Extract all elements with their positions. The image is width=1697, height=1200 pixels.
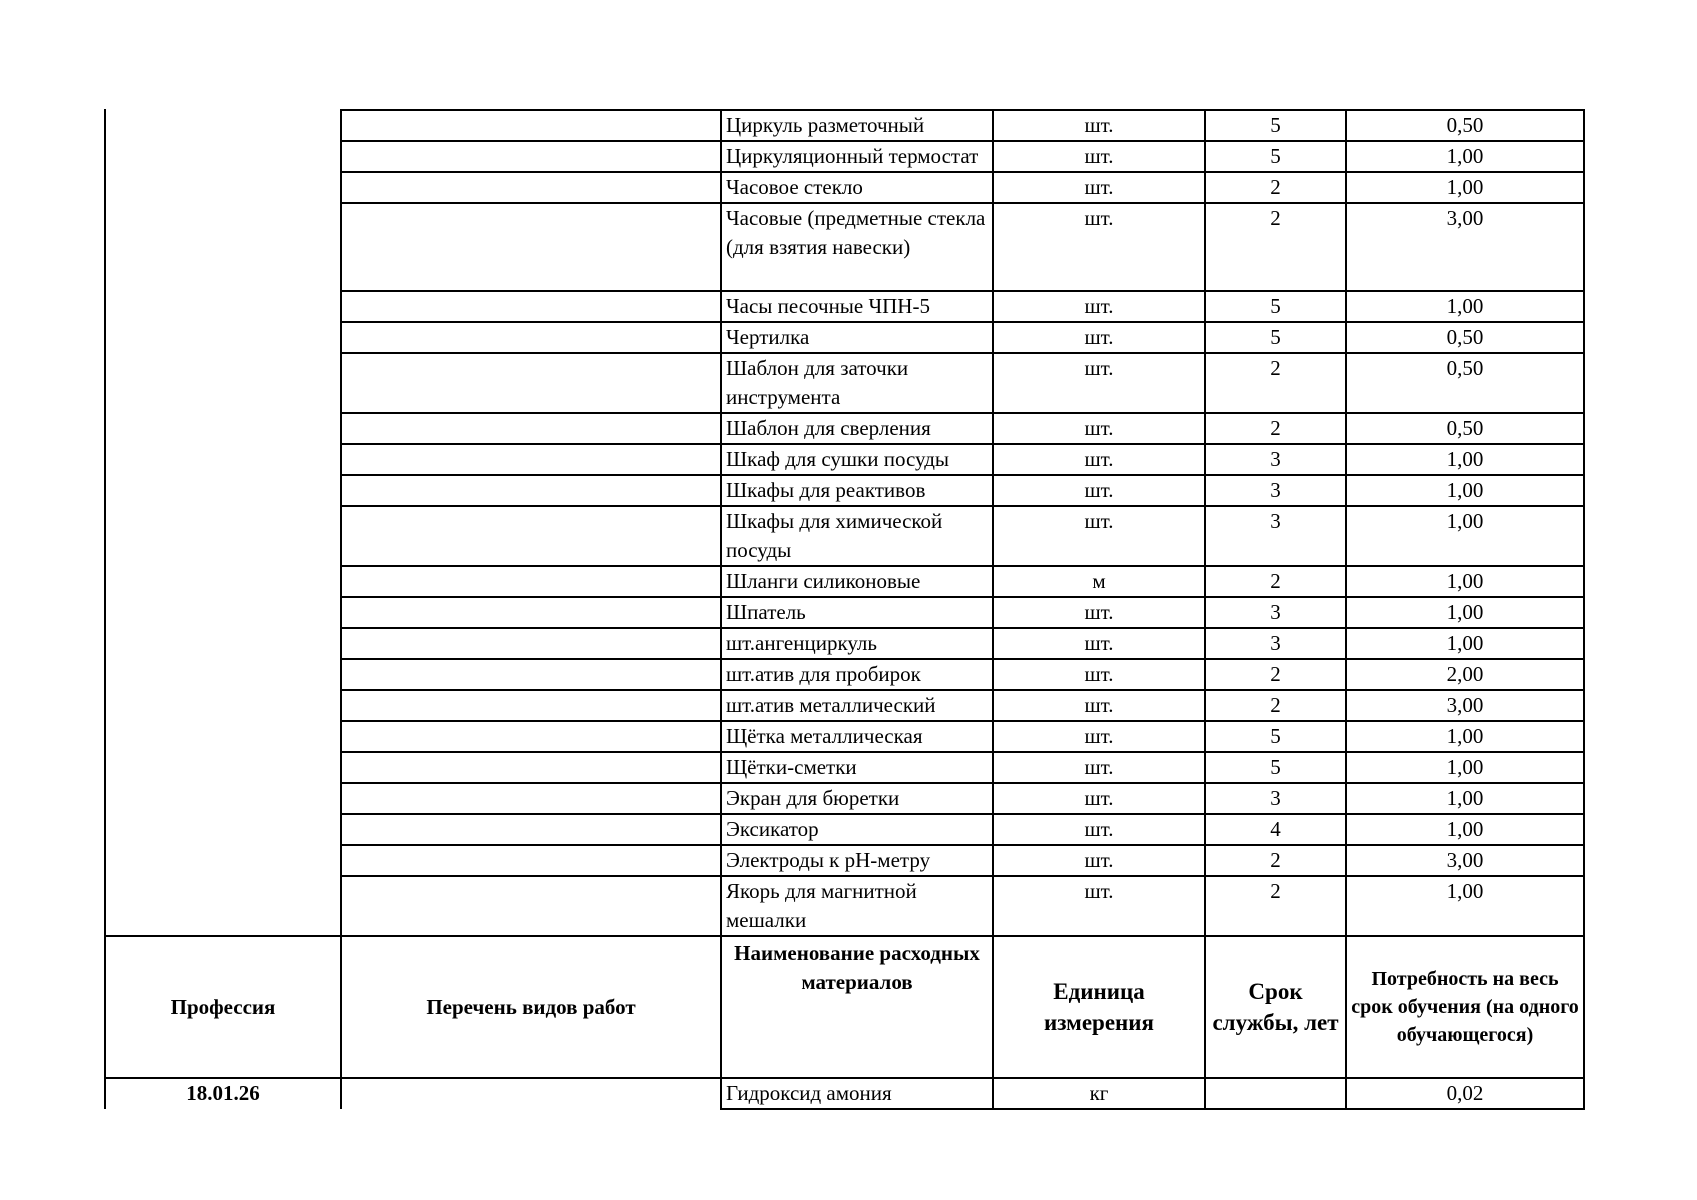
- item-need: 1,00: [1346, 475, 1584, 506]
- item-unit: шт.: [993, 690, 1205, 721]
- profession-cell: [105, 814, 341, 845]
- item-life: 3: [1205, 506, 1346, 566]
- material-name: Гидроксид амония: [721, 1078, 993, 1109]
- profession-cell: [105, 628, 341, 659]
- works-cell: [341, 506, 721, 566]
- works-cell: [341, 690, 721, 721]
- header-life: Срок службы, лет: [1205, 936, 1346, 1078]
- item-need: 1,00: [1346, 814, 1584, 845]
- material-life: [1205, 1078, 1346, 1109]
- profession-cell: [105, 444, 341, 475]
- table-row: [105, 353, 1584, 413]
- table-row: [105, 876, 1584, 936]
- table-row: [105, 566, 1584, 597]
- item-unit: шт.: [993, 876, 1205, 936]
- item-life: 3: [1205, 444, 1346, 475]
- profession-cell: [105, 291, 341, 322]
- item-unit: шт.: [993, 506, 1205, 566]
- table-row: [105, 597, 1584, 628]
- material-need: 0,02: [1346, 1078, 1584, 1109]
- item-unit: шт.: [993, 783, 1205, 814]
- item-need: 1,00: [1346, 876, 1584, 936]
- item-unit: шт.: [993, 141, 1205, 172]
- item-unit: м: [993, 566, 1205, 597]
- profession-cell: [105, 659, 341, 690]
- item-unit: шт.: [993, 203, 1205, 291]
- works-cell: [341, 353, 721, 413]
- item-unit: шт.: [993, 721, 1205, 752]
- item-need: 0,50: [1346, 322, 1584, 353]
- table-row: [105, 110, 1584, 141]
- table-row: [105, 506, 1584, 566]
- profession-cell: [105, 141, 341, 172]
- works-cell: [341, 597, 721, 628]
- item-need: 1,00: [1346, 566, 1584, 597]
- table-row: [105, 172, 1584, 203]
- works-cell: [341, 628, 721, 659]
- item-life: 2: [1205, 413, 1346, 444]
- header-works: Перечень видов работ: [341, 936, 721, 1078]
- profession-cell: [105, 690, 341, 721]
- item-life: 2: [1205, 845, 1346, 876]
- table-row: [105, 322, 1584, 353]
- item-life: 5: [1205, 322, 1346, 353]
- table-row: [105, 783, 1584, 814]
- item-name: Часы песочные ЧПН-5: [721, 291, 993, 322]
- item-name: Щётка металлическая: [721, 721, 993, 752]
- item-need: 1,00: [1346, 752, 1584, 783]
- equipment-rows: [105, 110, 1584, 936]
- material-unit: кг: [993, 1078, 1205, 1109]
- item-name: Якорь для магнитной мешалки: [721, 876, 993, 936]
- item-need: 1,00: [1346, 783, 1584, 814]
- item-name: Шкафы для химической посуды: [721, 506, 993, 566]
- item-name: Экран для бюретки: [721, 783, 993, 814]
- table-header-row: [105, 936, 1584, 1078]
- works-cell: [341, 203, 721, 291]
- table-row: [105, 628, 1584, 659]
- table-row: [105, 413, 1584, 444]
- item-life: 4: [1205, 814, 1346, 845]
- table-row: [105, 141, 1584, 172]
- works-cell: [341, 814, 721, 845]
- works-cell: [341, 845, 721, 876]
- item-unit: шт.: [993, 353, 1205, 413]
- item-name: шт.ангенциркуль: [721, 628, 993, 659]
- item-life: 3: [1205, 783, 1346, 814]
- profession-cell: [105, 721, 341, 752]
- works-cell: [341, 659, 721, 690]
- materials-table: [104, 109, 1585, 1110]
- item-name: Циркуляционный термостат: [721, 141, 993, 172]
- table-row: [105, 752, 1584, 783]
- header-materials: Наименование расходных материалов: [721, 936, 993, 1078]
- works-cell: [341, 1078, 721, 1109]
- item-life: 3: [1205, 628, 1346, 659]
- profession-cell: [105, 566, 341, 597]
- item-unit: шт.: [993, 322, 1205, 353]
- profession-cell: [105, 475, 341, 506]
- item-name: Шкаф для сушки посуды: [721, 444, 993, 475]
- item-unit: шт.: [993, 413, 1205, 444]
- item-need: 3,00: [1346, 845, 1584, 876]
- item-unit: шт.: [993, 475, 1205, 506]
- table-row: [105, 721, 1584, 752]
- works-cell: [341, 783, 721, 814]
- item-need: 0,50: [1346, 413, 1584, 444]
- item-need: 2,00: [1346, 659, 1584, 690]
- item-name: Часовое стекло: [721, 172, 993, 203]
- item-life: 2: [1205, 353, 1346, 413]
- item-need: 1,00: [1346, 444, 1584, 475]
- item-need: 1,00: [1346, 172, 1584, 203]
- item-need: 1,00: [1346, 597, 1584, 628]
- item-life: 2: [1205, 566, 1346, 597]
- works-cell: [341, 172, 721, 203]
- item-name: Шаблон для заточки инструмента: [721, 353, 993, 413]
- header-profession: Профессия: [105, 936, 341, 1078]
- item-name: Часовые (предметные стекла (для взятия навески): [721, 203, 993, 291]
- header-need: Потребность на весь срок обучения (на одного обучающегося): [1346, 936, 1584, 1078]
- profession-cell: [105, 203, 341, 291]
- works-cell: [341, 413, 721, 444]
- item-unit: шт.: [993, 659, 1205, 690]
- item-unit: шт.: [993, 291, 1205, 322]
- item-unit: шт.: [993, 628, 1205, 659]
- works-cell: [341, 566, 721, 597]
- table-row: [105, 291, 1584, 322]
- item-name: Чертилка: [721, 322, 993, 353]
- item-life: 3: [1205, 475, 1346, 506]
- item-need: 0,50: [1346, 353, 1584, 413]
- item-life: 2: [1205, 203, 1346, 291]
- item-life: 2: [1205, 690, 1346, 721]
- item-unit: шт.: [993, 597, 1205, 628]
- item-need: 0,50: [1346, 110, 1584, 141]
- item-life: 3: [1205, 597, 1346, 628]
- profession-cell: [105, 413, 341, 444]
- item-unit: шт.: [993, 845, 1205, 876]
- works-cell: [341, 322, 721, 353]
- works-cell: [341, 876, 721, 936]
- item-need: 1,00: [1346, 721, 1584, 752]
- profession-cell: [105, 752, 341, 783]
- table-row: [105, 845, 1584, 876]
- item-name: Шкафы для реактивов: [721, 475, 993, 506]
- item-name: шт.атив металлический: [721, 690, 993, 721]
- item-life: 2: [1205, 659, 1346, 690]
- works-cell: [341, 141, 721, 172]
- item-name: Электроды к pH-метру: [721, 845, 993, 876]
- profession-cell: [105, 353, 341, 413]
- item-need: 3,00: [1346, 690, 1584, 721]
- item-name: Эксикатор: [721, 814, 993, 845]
- works-cell: [341, 752, 721, 783]
- profession-cell: [105, 322, 341, 353]
- profession-cell: [105, 783, 341, 814]
- header-unit: Единица измерения: [993, 936, 1205, 1078]
- item-unit: шт.: [993, 752, 1205, 783]
- item-life: 5: [1205, 721, 1346, 752]
- works-cell: [341, 291, 721, 322]
- item-life: 2: [1205, 172, 1346, 203]
- item-name: шт.атив для пробирок: [721, 659, 993, 690]
- works-cell: [341, 475, 721, 506]
- profession-row: [105, 1078, 1584, 1109]
- item-need: 1,00: [1346, 506, 1584, 566]
- item-life: 5: [1205, 752, 1346, 783]
- table-row: [105, 203, 1584, 291]
- table-row: [105, 814, 1584, 845]
- table-row: [105, 690, 1584, 721]
- item-need: 1,00: [1346, 141, 1584, 172]
- profession-code: 18.01.26: [105, 1078, 341, 1109]
- item-name: Шпатель: [721, 597, 993, 628]
- item-name: Шаблон для сверления: [721, 413, 993, 444]
- works-cell: [341, 444, 721, 475]
- item-life: 5: [1205, 141, 1346, 172]
- profession-cell: [105, 110, 341, 141]
- works-cell: [341, 721, 721, 752]
- item-unit: шт.: [993, 444, 1205, 475]
- item-life: 2: [1205, 876, 1346, 936]
- item-need: 1,00: [1346, 291, 1584, 322]
- item-name: Щётки-сметки: [721, 752, 993, 783]
- item-unit: шт.: [993, 110, 1205, 141]
- works-cell: [341, 110, 721, 141]
- profession-cell: [105, 597, 341, 628]
- item-name: Шланги силиконовые: [721, 566, 993, 597]
- profession-cell: [105, 876, 341, 936]
- profession-cell: [105, 172, 341, 203]
- profession-cell: [105, 845, 341, 876]
- profession-cell: [105, 506, 341, 566]
- item-unit: шт.: [993, 814, 1205, 845]
- item-name: Циркуль разметочный: [721, 110, 993, 141]
- table-row: [105, 475, 1584, 506]
- item-life: 5: [1205, 291, 1346, 322]
- table-row: [105, 659, 1584, 690]
- table-row: [105, 444, 1584, 475]
- item-life: 5: [1205, 110, 1346, 141]
- item-need: 3,00: [1346, 203, 1584, 291]
- item-unit: шт.: [993, 172, 1205, 203]
- item-need: 1,00: [1346, 628, 1584, 659]
